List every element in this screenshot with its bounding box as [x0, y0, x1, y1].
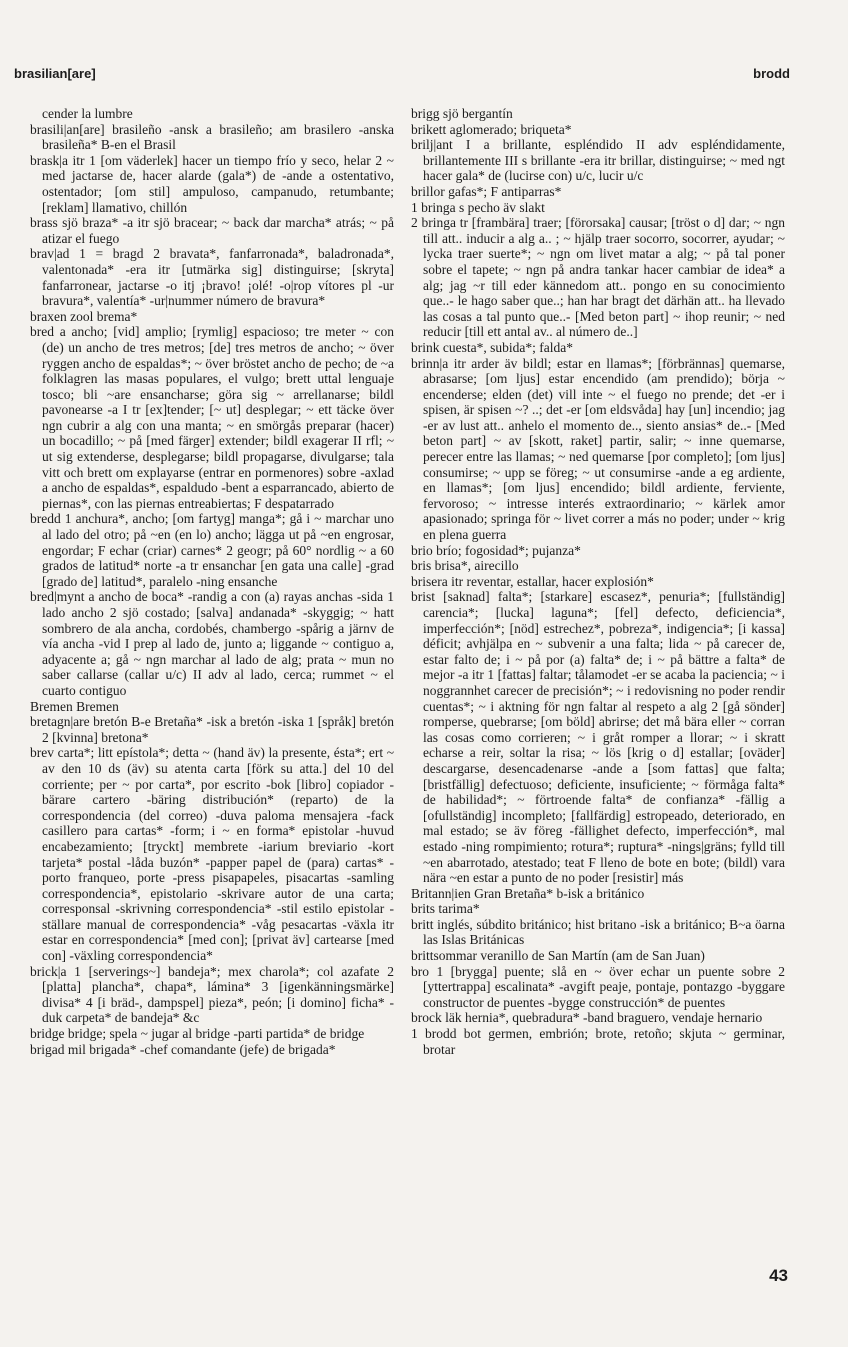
- dictionary-entry: brask|a itr 1 [om väderlek] hacer un tiempo frío y seco, helar 2 ~ med jactarse de, hacer alarde (gala*) de -ande a ostentativo, ostentador; [om stil] ampuloso, campanudo, retumbante; [reklam] llamativo, chillón: [30, 152, 394, 215]
- dictionary-entry: bris brisa*, airecillo: [411, 558, 519, 574]
- dictionary-entry: britt inglés, súbdito británico; hist britano -isk a británico; B~a öarna las Islas Británicas: [411, 916, 785, 948]
- dictionary-entry: 1 brodd bot germen, embrión; brote, retoño; skjuta ~ germinar, brotar: [411, 1026, 785, 1057]
- dictionary-entry: brillor gafas*; F antiparras*: [411, 183, 562, 199]
- dictionary-entry: brittsommar veranillo de San Martín (am de San Juan): [411, 948, 705, 964]
- dictionary-entry: bred a ancho; [vid] amplio; [rymlig] espacioso; tre meter ~ con (de) un ancho de tres metros; [de] tres metros de ancho; ~ över ryggen ancho de espaldas*; ~ över bröstet ancho de pecho; de ~a folklagren las masas populares, el vulgo; brett uttal lenguaje tosco; bli ~are ensancharse; göra sig ~ arrellanarse; bildl pavonearse -a I tr [ex]tender; [~ ut] desplegar; ~ ett täcke över ngn cubrir a alg con una manta; ~ en smörgås preparar (hacer) un bocadillo; ~ på [med färger] extender; bildl exagerar II rfl; ~ ut sig extenderse, desplegarse; bildl propagarse, divulgarse; tala vitt och brett om explayarse (entrar en pormenores) sobre -axlad a ancho de espaldas*, espaldudo -bent a esparrancado, abierto de piernas*, con las piernas entreabiertas; F despatarrado: [30, 324, 394, 511]
- dictionary-entry: brasili|an[are] brasileño -ansk a brasileño; am brasilero -anska brasileña* B-en el Brasil: [30, 121, 394, 153]
- dictionary-entry: brisera itr reventar, estallar, hacer explosión*: [411, 573, 654, 589]
- dictionary-entry: brist [saknad] falta*; [starkare] escasez*, penuria*; [fullständig] carencia*; [lucka] laguna*; [fel] defecto, deficiencia*, imperfección*; [nöd] estrechez*, pobreza*, indigencia*; [i kassa] déficit; avhjälpa en ~ subvenir a una falta; lida ~ på carecer de, estar falto de; i ~ på por (a) falta* de; i ~ på bättre a falta* de mejor -a itr 1 [fattas] faltar; tålamodet -er se acaba la paciencia; ~ i noggrannhet carecer de precisión*; ~ i redovisning no poder rendir cuentas*; ~ i aktning för ngn faltar al respeto a alg 2 [gå sönder] romperse, quebrarse; [om böld] abrirse; det må bära eller ~ corran las cosas como corrieren; ~ i gråt romper a llorar; ~ i skratt echarse a reir, soltar la risa; ~ lös [krig o d] estallar; [oväder] descargarse, desencadenarse -ande a [som fattas] que falta; [bristfällig] defectuoso; deficiente, insuficiente; ~ förmåga falta* de habilidad*; ~ förtroende falta* de confianza* -fällig a [ofullständig] incompleto; [fallfärdig] estropeado, deteriorado, en mal estado; se äv föreg -fällighet defecto, imperfección*, mal estado -ning rompimiento; rotura*; ruptura* -nings|gräns; fylld till ~en abarrotado, atestado; teat F lleno de bote en bote; (bildl) vara nära ~en estar a punto de no poder [resistir] más: [411, 589, 785, 886]
- right-column: [411, 106, 785, 1286]
- dictionary-entry: bretagn|are bretón B-e Bretaña* -isk a bretón -iska 1 [språk] bretón 2 [kvinna] bretona*: [30, 714, 394, 745]
- dictionary-entry: brits tarima*: [411, 901, 480, 917]
- dictionary-entry: brio brío; fogosidad*; pujanza*: [411, 542, 581, 558]
- dictionary-entry: braxen zool brema*: [30, 308, 138, 324]
- dictionary-entry: brock läk hernia*, quebradura* -band braguero, vendaje hernario: [411, 1010, 763, 1026]
- dictionary-entry: brav|ad 1 = bragd 2 bravata*, fanfarronada*, baladronada*, valentonada* -era itr [utmärka sig] distinguirse; [skryta] fanfarronear, jactarse -o itj ¡bravo! ¡olé! -o|rop vítores pl -ur bravura*, valentía* -ur|nummer número de bravura*: [30, 246, 394, 309]
- dictionary-entry: brink cuesta*, subida*; falda*: [411, 339, 573, 355]
- dictionary-entry: brick|a 1 [serverings~] bandeja*; mex charola*; col azafate 2 [platta] plancha*, chapa*, lámina* 3 [igenkänningsmärke] divisa* 4 [i bräd-, dampspel] pieza*, peón; [i domino] ficha* -duk carpeta* de bandeja* &c: [30, 963, 394, 1026]
- dictionary-entry: brigad mil brigada* -chef comandante (jefe) de brigada*: [30, 1041, 336, 1057]
- dictionary-entry: brilj|ant I a brillante, espléndido II adv espléndidamente, brillantemente III s brillante -era itr brillar, distinguirse; ~ med ngt hacer gala* de (lucirse con) u/c, lucir u/c: [411, 137, 785, 184]
- running-head-right: brodd: [753, 66, 790, 81]
- dictionary-entry: bred|mynt a ancho de boca* -randig a con (a) rayas anchas -sida 1 lado ancho 2 sjö costado; [salva] andanada* -skyggig; ~ hatt sombrero de ala ancha, cordobés, chambergo -spårig a järnv de vía ancha -vid I prep al lado de, junto a; liggande ~ contiguo a, adyacente a; gå ~ ngn marchar al lado de alg; prata ~ mun no saber callarse (callar u/c) II adv al lado, cerca; rummet ~ el cuarto contiguo: [30, 589, 394, 698]
- dictionary-entry: 1 bringa s pecho äv slakt: [411, 199, 545, 215]
- left-column: [30, 106, 394, 1286]
- dictionary-entry: brinn|a itr arder äv bildl; estar en llamas*; [förbrännas] quemarse, abrasarse; [om ljus] estar encendido (am prendido); börja ~ encenderse; elden (det) vill inte ~ el fuego no prende; det -er i spisen, är spisen ~? ..; det -er [om eldsvåda] hay [un] incendio; jag -er av lust att.. anhelo el momento de.., siento ansias* de..- [Med beton part] ~ av [skott, raket] partir, salir; ~ inne quemarse, perecer entre las llamas; ~ ned quemarse [por completo]; [om ljus] consumirse; ~ upp se föreg; ~ ut consumirse -ande a eg ardiente, en llamas*; [om ljus] encendido; bildl ardiente, ferviente, fervoroso; ~ intresse interés extraordinario; ~ kärlek amor apasionado; springa för ~ livet correr a más no poder; under ~ krig en plena guerra: [411, 355, 785, 543]
- running-head-left: brasilian[are]: [14, 66, 96, 81]
- dictionary-entry: 2 bringa tr [frambära] traer; [förorsaka] causar; [tröst o d] dar; ~ ngn till att.. inducir a alg a.. ; ~ hjälp traer socorro, socorrer, ayudar; ~ lycka traer suerte*; ~ ngn om livet matar a alg; ~ på tal poner sobre el tapete; ~ ngn på andra tankar hacer cambiar de idea* a alg; jag ~r till eder kännedom att.. pongo en su conocimiento que..- le hago saber que..; han har bragt det därhän att.. ha llevado las cosas a tal punto que..- [Med beton part] ~ ihop reunir; ~ ned reducir [till ett antal av.. al número de..]: [411, 215, 785, 340]
- dictionary-entry: Bremen Bremen: [30, 698, 119, 714]
- dictionary-entry: bridge bridge; spela ~ jugar al bridge -parti partida* de bridge: [30, 1026, 365, 1042]
- dictionary-entry: brikett aglomerado; briqueta*: [411, 121, 572, 137]
- dictionary-entry: brigg sjö bergantín: [411, 106, 513, 121]
- dictionary-entry: cender la lumbre: [42, 106, 133, 121]
- dictionary-entry: bro 1 [brygga] puente; slå en ~ över echar un puente sobre 2 [yttertrappa] escalinata* -avgift peaje, pontaje, pontazgo -byggare constructor de puentes -bygge construcción* de puentes: [411, 963, 785, 1010]
- dictionary-entry: brass sjö braza* -a itr sjö bracear; ~ back dar marcha* atrás; ~ på atizar el fuego: [30, 215, 394, 246]
- page-number: 43: [769, 1266, 788, 1285]
- dictionary-entry: Britann|ien Gran Bretaña* b-isk a británico: [411, 885, 645, 901]
- dictionary-entry: bredd 1 anchura*, ancho; [om fartyg] manga*; gå i ~ marchar uno al lado del otro; på ~en (en lo) ancho; lägga ut på ~en engrosar, engordar; F echar (criar) carnes* 2 geogr; på 60° nordlig ~ a 60 grados de latitud* norte -a tr ensanchar [en gata una calle] -grad [grado de] latitud*, paralelo -ning ensanche: [30, 511, 394, 589]
- dictionary-entry: brev carta*; litt epístola*; detta ~ (hand äv) la presente, ésta*; ert ~ av den 10 ds (äv) su atenta carta [förk su atta.] del 10 del corriente; per ~ por carta*, por escrito -bok [libro] copiador -bärare cartero -bäring distribución* (reparto) de la correspondencia (del correo) -duva paloma mensajera -fack casillero para cartas* -form; i ~ en forma* epistolar -huvud encabezamiento; [tryckt] membrete -iarium breviario -kort tarjeta* postal -låda buzón* -papper papel de (para) cartas* -porto franqueo, porte -press pisapapeles, pisacartas -samling correspondencia*, epistolario -skrivare autor de una carta; corresponsal -skrivning correspondencia* -stil estilo epistolar -ställare manual de correspondencia* -våg pesacartas -växla itr estar en correspondencia* [med con]; [privat äv] cartearse [med con] -växling correspondencia*: [30, 745, 394, 964]
